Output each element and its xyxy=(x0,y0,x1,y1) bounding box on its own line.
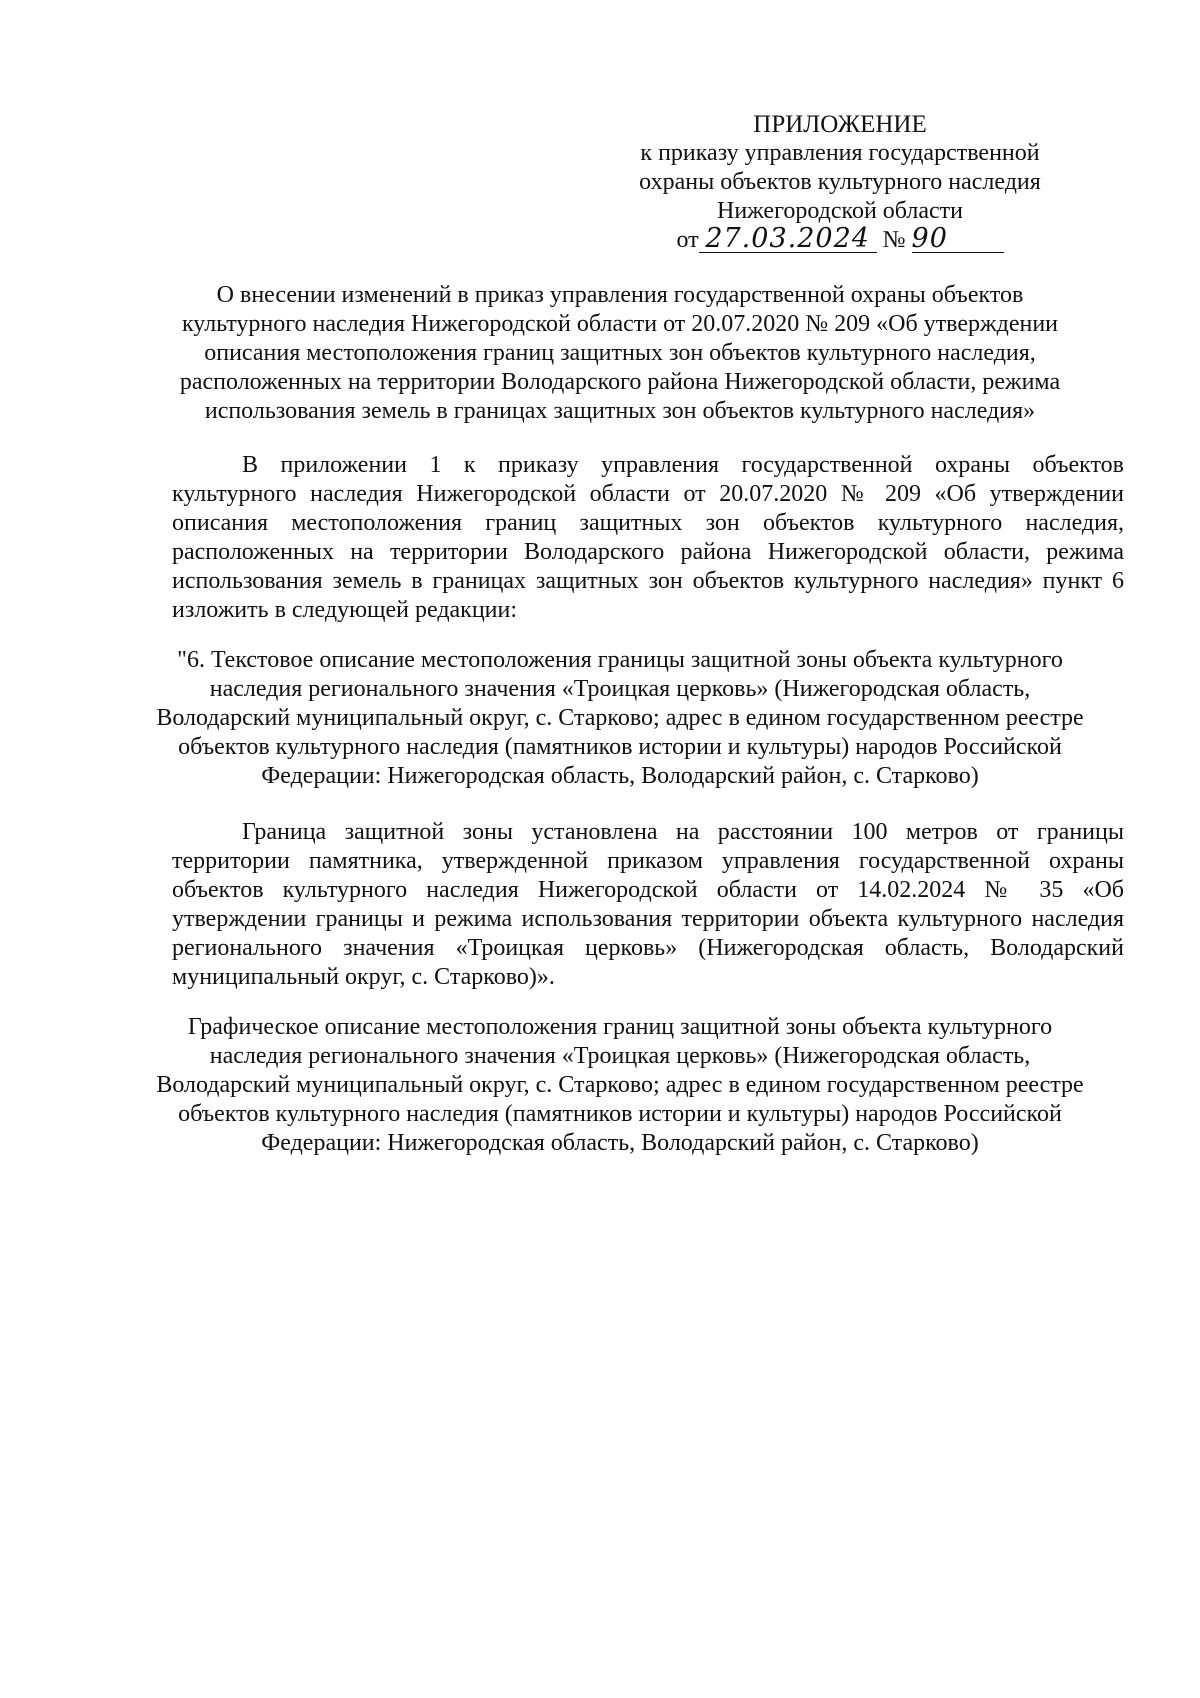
heading-line: Федерации: Нижегородская область, Володарский район, с. Старково) xyxy=(261,763,979,789)
paragraph-line: использования земель в границах защитных зон объектов культурного наследия» пункт 6 xyxy=(172,568,1124,594)
appendix-line: охраны объектов культурного наследия xyxy=(639,169,1041,195)
handwritten-number: 90 xyxy=(912,226,1004,253)
paragraph-line: расположенных на территории Володарского района Нижегородской области, режима xyxy=(172,539,1124,565)
handwritten-date: 27.03.2024 xyxy=(699,226,877,253)
paragraph-line: В приложении 1 к приказу управления государственной охраны объектов xyxy=(242,452,1124,478)
paragraph-line: объектов культурного наследия Нижегородской области от 14.02.2024 № 35 «Об xyxy=(172,877,1124,903)
heading-line: объектов культурного наследия (памятников истории и культуры) народов Российской xyxy=(178,1101,1062,1127)
paragraph-line: регионального значения «Троицкая церковь» (Нижегородская область, Володарский xyxy=(172,935,1124,961)
paragraph-line: территории памятника, утвержденной приказом управления государственной охраны xyxy=(172,848,1124,874)
section-heading-graphic-description xyxy=(150,1013,1090,1158)
appendix-header xyxy=(620,110,1060,255)
order-title xyxy=(150,281,1090,426)
section-heading-text-description xyxy=(150,646,1090,791)
order-title-line: расположенных на территории Володарского района Нижегородской области, режима xyxy=(179,369,1061,395)
order-date-number-line xyxy=(620,223,1060,255)
heading-line: Федерации: Нижегородская область, Володарский район, с. Старково) xyxy=(261,1130,979,1156)
date-prefix: от xyxy=(676,227,699,253)
paragraph-line: культурного наследия Нижегородской области от 20.07.2020 № 209 «Об утверждении xyxy=(172,481,1124,507)
appendix-line: Нижегородской области xyxy=(716,198,964,224)
appendix-title: ПРИЛОЖЕНИЕ xyxy=(753,111,927,138)
appendix-line: к приказу управления государственной xyxy=(640,140,1040,166)
heading-line: наследия регионального значения «Троицкая церковь» (Нижегородская область, xyxy=(209,676,1031,702)
body-paragraph-amendment xyxy=(172,451,1124,625)
heading-line: объектов культурного наследия (памятников истории и культуры) народов Российской xyxy=(178,734,1062,760)
paragraph-line: муниципальный округ, с. Старково)». xyxy=(172,964,555,990)
order-title-line: О внесении изменений в приказ управления государственной охраны объектов xyxy=(216,282,1024,308)
heading-line: "6. Текстовое описание местоположения границы защитной зоны объекта культурного xyxy=(177,647,1063,673)
paragraph-line: описания местоположения границ защитных зон объектов культурного наследия, xyxy=(172,510,1124,536)
order-title-line: описания местоположения границ защитных зон объектов культурного наследия, xyxy=(204,340,1036,366)
number-prefix: № xyxy=(882,227,906,253)
body-paragraph-boundary xyxy=(172,818,1124,992)
heading-line: Володарский муниципальный округ, с. Старково; адрес в едином государственном реестре xyxy=(156,705,1084,731)
paragraph-line: изложить в следующей редакции: xyxy=(172,597,518,623)
heading-line: наследия регионального значения «Троицкая церковь» (Нижегородская область, xyxy=(209,1043,1031,1069)
paragraph-line: утверждении границы и режима использования территории объекта культурного наследия xyxy=(172,906,1124,932)
heading-line: Володарский муниципальный округ, с. Старково; адрес в едином государственном реестре xyxy=(156,1072,1084,1098)
paragraph-line: Граница защитной зоны установлена на расстоянии 100 метров от границы xyxy=(242,819,1124,845)
order-title-line: использования земель в границах защитных зон объектов культурного наследия» xyxy=(204,398,1036,424)
order-title-line: культурного наследия Нижегородской области от 20.07.2020 № 209 «Об утверждении xyxy=(181,311,1059,337)
heading-line: Графическое описание местоположения границ защитной зоны объекта культурного xyxy=(187,1014,1053,1040)
